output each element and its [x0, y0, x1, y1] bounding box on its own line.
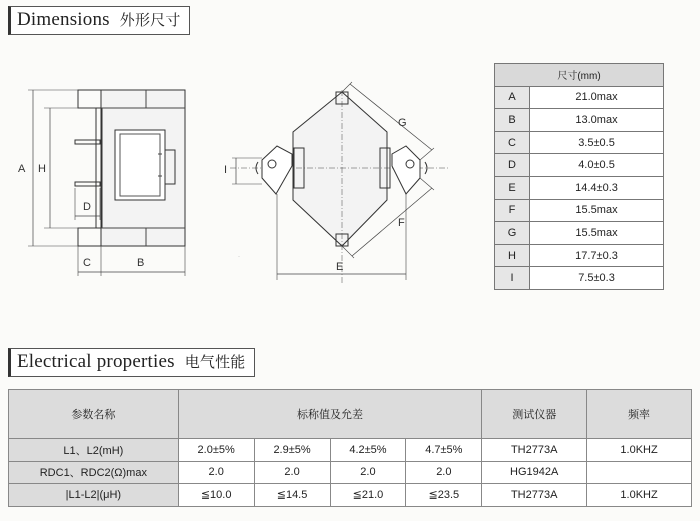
label-i: I	[224, 164, 228, 176]
nominal-value: 2.0	[406, 461, 482, 484]
table-row	[495, 267, 664, 290]
frequency: 1.0KHZ	[587, 484, 692, 507]
dim-code: B	[495, 109, 530, 132]
nominal-value: 2.0±5%	[178, 439, 254, 462]
dimensions-title-cn: 外形尺寸	[119, 11, 181, 29]
dim-code: F	[495, 199, 530, 222]
dim-value: 3.5±0.5	[530, 131, 664, 154]
scan-dot: ·	[238, 254, 240, 260]
nominal-value: 4.2±5%	[330, 439, 406, 462]
top-view	[230, 82, 450, 285]
table-row	[495, 222, 664, 245]
table-row	[495, 176, 664, 199]
dim-code: I	[495, 267, 530, 290]
label-f: F	[398, 217, 405, 229]
nominal-value: ≦23.5	[406, 484, 482, 507]
dim-value: 21.0max	[530, 86, 664, 109]
label-b: B	[137, 257, 145, 269]
nominal-value: ≦14.5	[254, 484, 330, 507]
dim-code: G	[495, 222, 530, 245]
table-row	[495, 86, 664, 109]
nominal-value: ≦10.0	[178, 484, 254, 507]
param-name: |L1-L2|(μH)	[9, 484, 179, 507]
label-g: G	[398, 117, 407, 129]
electrical-title	[8, 348, 255, 377]
header-nominal: 标称值及允差	[178, 390, 482, 439]
header-param: 参数名称	[9, 390, 179, 439]
dimensions-title	[8, 6, 190, 35]
header-frequency: 频率	[587, 390, 692, 439]
dim-code: A	[495, 86, 530, 109]
electrical-title-en: Electrical properties	[17, 351, 175, 372]
table-row	[9, 484, 692, 507]
table-row	[495, 131, 664, 154]
dim-value: 15.5max	[530, 199, 664, 222]
nominal-value: ≦21.0	[330, 484, 406, 507]
table-row	[495, 109, 664, 132]
dimension-drawing	[0, 60, 490, 290]
table-row	[495, 244, 664, 267]
dimension-table-header: 尺寸(mm)	[495, 64, 664, 87]
dim-value: 14.4±0.3	[530, 176, 664, 199]
table-row	[9, 461, 692, 484]
dim-value: 13.0max	[530, 109, 664, 132]
side-view	[28, 90, 185, 276]
label-h: H	[38, 163, 46, 175]
table-row	[9, 439, 692, 462]
nominal-value: 2.0	[178, 461, 254, 484]
dim-code: H	[495, 244, 530, 267]
header-instrument: 测试仪器	[482, 390, 587, 439]
table-row	[495, 199, 664, 222]
nominal-value: 2.0	[330, 461, 406, 484]
table-row	[495, 154, 664, 177]
param-name: RDC1、RDC2(Ω)max	[9, 461, 179, 484]
dim-value: 17.7±0.3	[530, 244, 664, 267]
label-a: A	[18, 163, 26, 175]
dim-value: 7.5±0.3	[530, 267, 664, 290]
frequency	[587, 461, 692, 484]
dim-code: C	[495, 131, 530, 154]
param-name: L1、L2(mH)	[9, 439, 179, 462]
dimension-table	[494, 63, 664, 290]
dim-code: D	[495, 154, 530, 177]
electrical-table	[8, 389, 692, 507]
instrument: TH2773A	[482, 484, 587, 507]
instrument: HG1942A	[482, 461, 587, 484]
nominal-value: 2.0	[254, 461, 330, 484]
nominal-value: 4.7±5%	[406, 439, 482, 462]
label-e: E	[336, 261, 344, 273]
label-d: D	[83, 201, 91, 213]
nominal-value: 2.9±5%	[254, 439, 330, 462]
label-c: C	[83, 257, 91, 269]
instrument: TH2773A	[482, 439, 587, 462]
dim-code: E	[495, 176, 530, 199]
table-header-row	[9, 390, 692, 439]
dim-value: 15.5max	[530, 222, 664, 245]
frequency: 1.0KHZ	[587, 439, 692, 462]
dimensions-title-en: Dimensions	[17, 9, 110, 30]
dim-value: 4.0±0.5	[530, 154, 664, 177]
electrical-title-cn: 电气性能	[184, 353, 246, 371]
